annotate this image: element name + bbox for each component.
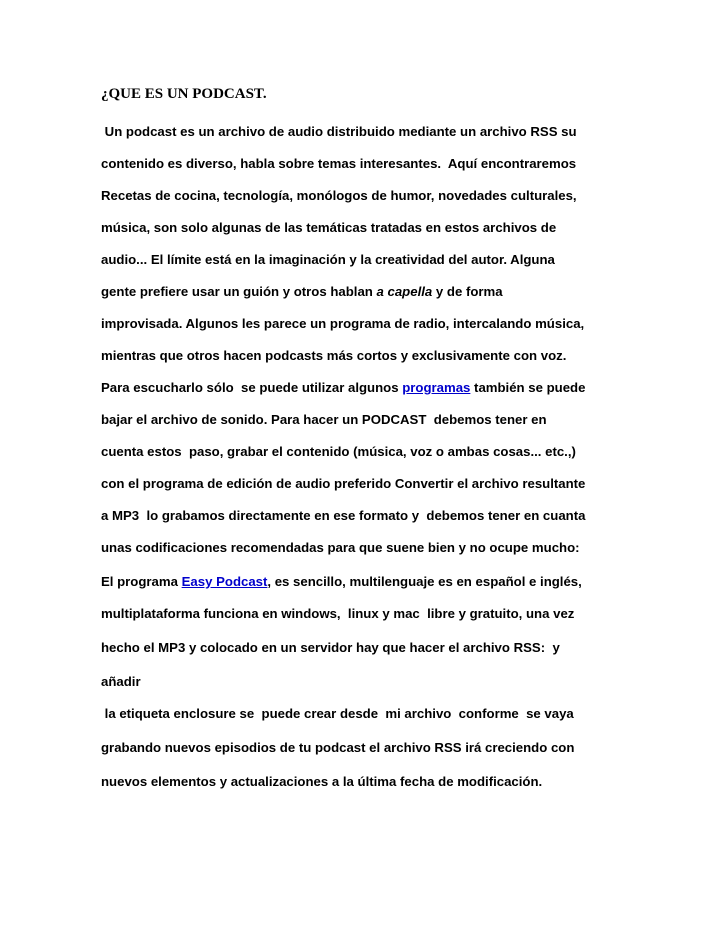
body-line (101, 476, 585, 492)
line-text: música, son solo algunas de las temáticas tratadas en estos archivos de (101, 220, 557, 235)
italic-text: a capella (376, 284, 433, 299)
body-line (101, 508, 585, 524)
body-line (101, 606, 574, 622)
body-line (101, 540, 580, 556)
line-text: Un podcast es un archivo de audio distribuido mediante un archivo RSS su (101, 124, 577, 139)
line-text: mientras que otros hacen podcasts más cortos y exclusivamente con voz. (101, 348, 567, 363)
body-line (101, 220, 556, 236)
line-text: Para escucharlo sólo se puede utilizar algunos (101, 380, 403, 395)
body-line (101, 316, 584, 332)
line-text: multiplataforma funciona en windows, linux y mac libre y gratuito, una vez (101, 606, 575, 621)
body-line (101, 444, 576, 460)
line-text: a MP3 lo grabamos directamente en ese formato y debemos tener en cuanta (101, 508, 586, 523)
body-line (101, 284, 503, 300)
line-text: y de forma (432, 284, 503, 299)
line-text: hecho el MP3 y colocado en un servidor hay que hacer el archivo RSS: y (101, 640, 560, 655)
body-line (101, 252, 555, 268)
line-text: la etiqueta enclosure se puede crear desde mi archivo conforme se vaya (101, 706, 574, 721)
line-text: bajar el archivo de sonido. Para hacer un PODCAST debemos tener en (101, 412, 547, 427)
line-text: añadir (101, 674, 141, 689)
line-text: Recetas de cocina, tecnología, monólogos de humor, novedades culturales, (101, 188, 577, 203)
body-line (101, 774, 542, 790)
line-text: también se puede (470, 380, 586, 395)
body-line (101, 706, 574, 722)
body-line (101, 188, 577, 204)
body-line (101, 574, 582, 590)
line-text: contenido es diverso, habla sobre temas interesantes. Aquí encontraremos (101, 156, 577, 171)
line-text: grabando nuevos episodios de tu podcast el archivo RSS irá creciendo con (101, 740, 575, 755)
line-text: unas codificaciones recomendadas para que suene bien y no ocupe mucho: (101, 540, 580, 555)
line-text: cuenta estos paso, grabar el contenido (música, voz o ambas cosas... etc.,) (101, 444, 576, 459)
body-line (101, 412, 547, 428)
document-title: ¿QUE ES UN PODCAST. (101, 86, 267, 102)
line-text: , es sencillo, multilenguaje es en español e inglés, (267, 574, 582, 589)
body-line (101, 380, 585, 396)
line-text: audio... El límite está en la imaginación y la creatividad del autor. Alguna (101, 252, 555, 267)
programas-link[interactable]: programas (402, 380, 471, 395)
line-text: nuevos elementos y actualizaciones a la última fecha de modificación. (101, 774, 543, 789)
body-line (101, 348, 566, 364)
body-line (101, 124, 577, 140)
line-text: gente prefiere usar un guión y otros hablan (101, 284, 377, 299)
body-line (101, 640, 560, 656)
body-line (101, 674, 141, 690)
line-text: improvisada. Algunos les parece un programa de radio, intercalando música, (101, 316, 585, 331)
line-text: con el programa de edición de audio preferido Convertir el archivo resultante (101, 476, 586, 491)
body-line (101, 740, 574, 756)
easy-podcast-link[interactable]: Easy Podcast (181, 574, 268, 589)
body-line (101, 156, 576, 172)
line-text: El programa (101, 574, 182, 589)
